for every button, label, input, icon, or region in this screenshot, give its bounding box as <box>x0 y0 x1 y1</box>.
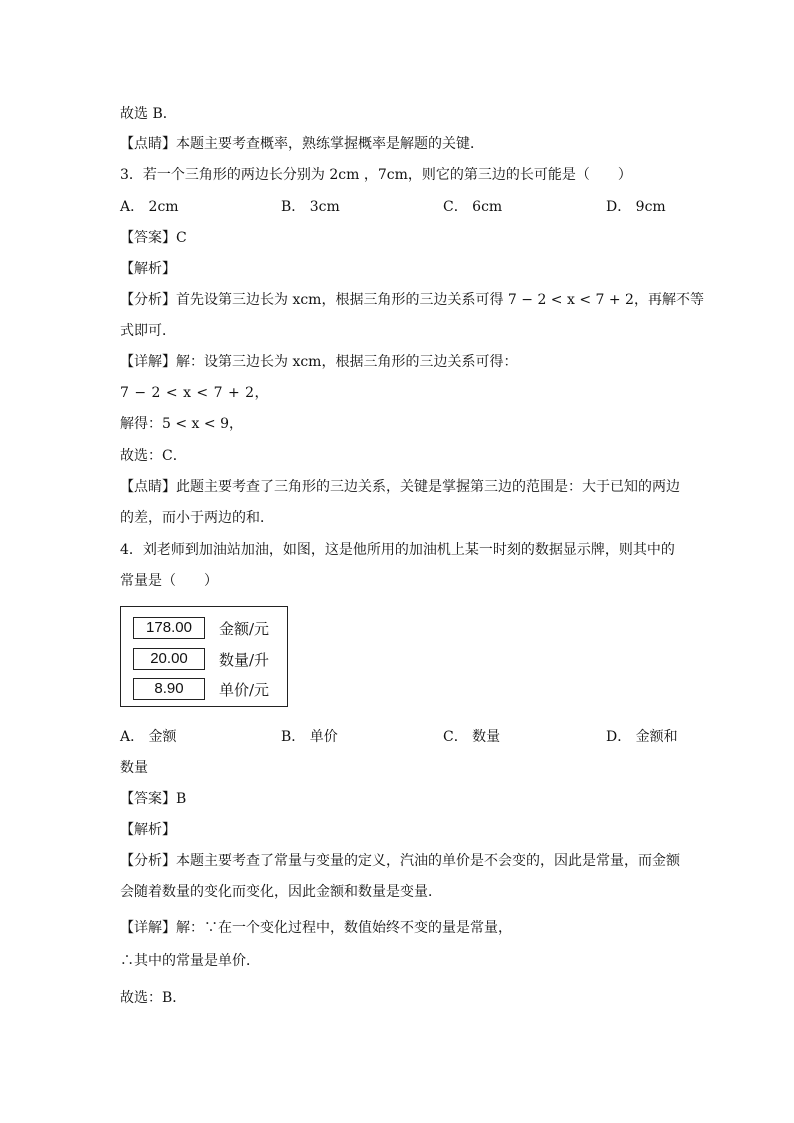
pump-label: 单价/元 <box>219 681 270 699</box>
option-d: D． 金额和 <box>606 729 678 745</box>
detail-text: 【详解】解：∵在一个变化过程中，数值始终不变的量是常量， <box>120 920 512 936</box>
option-c: C． 数量 <box>443 729 501 745</box>
option-a: A． 2cm <box>120 199 179 215</box>
pump-label: 金额/元 <box>219 620 270 638</box>
detail-text: 【详解】解：设第三边长为 xcm，根据三角形的三边关系可得： <box>120 354 518 370</box>
pump-value-box: 8.90 <box>133 678 205 700</box>
choice-line: 故选：B． <box>120 990 187 1006</box>
analysis-text-cont: 式即可． <box>120 323 176 339</box>
option-d-cont: 数量 <box>120 760 148 776</box>
solution-line: 解得：5 < x < 9， <box>120 416 243 432</box>
answer-line: 【答案】B <box>120 791 187 807</box>
option-c: C． 6cm <box>443 199 503 215</box>
analysis-text-cont: 会随着数量的变化而变化，因此金额和数量是变量． <box>120 884 442 900</box>
option-d: D． 9cm <box>606 199 666 215</box>
option-a: A． 金额 <box>120 729 177 745</box>
option-b: B． 3cm <box>281 199 340 215</box>
choice-line: 故选：C． <box>120 448 187 464</box>
question-4-stem: 4．刘老师到加油站加油，如图，这是他所用的加油机上某一时刻的数据显示牌，则其中的 <box>120 542 675 558</box>
analysis-heading: 【解析】 <box>120 261 176 277</box>
option-b: B． 单价 <box>281 729 338 745</box>
pump-value-box: 178.00 <box>133 617 205 639</box>
question-4-stem-cont: 常量是（ ） <box>120 573 218 589</box>
question-3-stem: 3．若一个三角形的两边长分别为 2cm ，7cm，则它的第三边的长可能是（ ） <box>120 167 632 183</box>
inequality-line: 7 − 2 < x < 7 + 2， <box>120 385 270 401</box>
comment-text-cont: 的差，而小于两边的和． <box>120 510 274 526</box>
comment-line: 【点睛】本题主要考查概率，熟练掌握概率是解题的关键． <box>120 136 484 152</box>
pump-label: 数量/升 <box>219 651 270 669</box>
pump-value-box: 20.00 <box>133 648 205 670</box>
analysis-heading: 【解析】 <box>120 822 176 838</box>
analysis-text: 【分析】本题主要考查了常量与变量的定义，汽油的单价是不会变的，因此是常量，而金额 <box>120 853 680 869</box>
answer-line: 【答案】C <box>120 230 187 246</box>
comment-text: 【点睛】此题主要考查了三角形的三边关系，关键是掌握第三边的范围是：大于已知的两边 <box>120 479 680 495</box>
fuel-pump-display <box>120 606 288 707</box>
therefore-line: ∴其中的常量是单价． <box>120 953 260 969</box>
previous-answer-line: 故选 B． <box>120 106 177 122</box>
analysis-text: 【分析】首先设第三边长为 xcm，根据三角形的三边关系可得 7 − 2 < x < 7 + 2，再解不等 <box>120 292 704 308</box>
